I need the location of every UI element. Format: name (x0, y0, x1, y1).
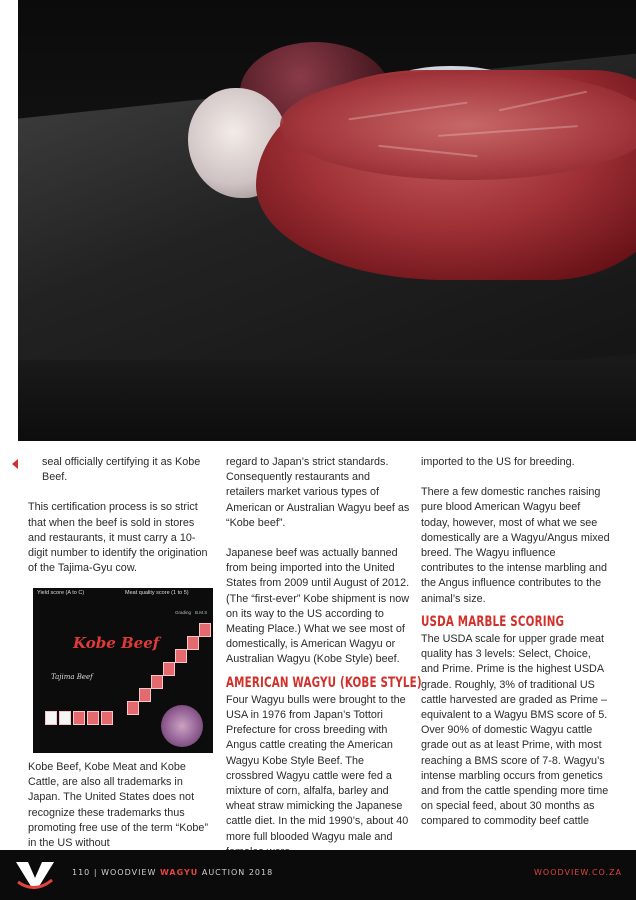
section-heading: USDA MARBLE SCORING (421, 613, 565, 630)
grade-square (127, 701, 139, 715)
footer-brand-accent: WAGYU (159, 868, 199, 877)
grade-square (101, 711, 113, 725)
footer-event: AUCTION (201, 868, 246, 877)
paragraph: regard to Japan’s strict standards. Consequently restaurants and retailers market various types of American or Australian Wagyu beef as “Kobe beef”. (226, 456, 410, 529)
kobe-beef-label: Kobe Beef (73, 634, 160, 652)
woodview-logo-icon (14, 860, 56, 892)
steak-surface (280, 70, 636, 180)
grade-square (199, 623, 211, 637)
paragraph: Japanese beef was actually banned from being imported into the United States from 2009 until August of 2012. (The “first-ever” Kobe shipment is now on its way to the US according to Meating Place.) What we see most of domestically, is American Wagyu or Australian Wagyu (Kobe Style) beef. (226, 547, 410, 666)
footer-year: 2018 (248, 868, 274, 877)
kobe-seal-stamp (161, 705, 203, 747)
paragraph: The USDA scale for upper grade meat quality has 3 levels: Select, Choice, and Prime. Prime is the highest USDA grade. Roughly, 3% of traditional US cattle harvested are graded as Prime – equivalent to a Wagyu BMS score of 5. Over 90% of domestic Wagyu cattle grade out as at least Prime, with most reaching a BMS score of 7-8. Wagyu’s intense marbling occurs from genetics and from the cattle spending more time on special feed, about 30 months as compared to commodity beef cattle (421, 633, 609, 828)
footer-publication (72, 868, 273, 877)
column-2 (226, 455, 422, 875)
continuation-arrow-icon (12, 459, 18, 469)
column-3 (421, 455, 611, 845)
column-1 (28, 455, 214, 591)
grading-label: Grading (175, 610, 192, 615)
quality-score-label: Meat quality score (1 to 5) (125, 590, 189, 596)
paragraph: This certification process is so strict that when the beef is sold in stores and restaurants, it must carry a 10-digit number to identify the origination of the Tajima-Gyu cow. (28, 501, 208, 575)
grade-square (139, 688, 151, 702)
footer-brand: WOODVIEW (101, 868, 157, 877)
footer-separator: | (93, 868, 98, 877)
hero-photo (18, 0, 636, 441)
footer-website: WOODVIEW.CO.ZA (534, 868, 622, 877)
grade-square (175, 649, 187, 663)
grade-square (45, 711, 57, 725)
grade-square (151, 675, 163, 689)
kobe-grading-infographic (33, 588, 213, 753)
grade-square (163, 662, 175, 676)
grade-square (73, 711, 85, 725)
yield-score-label: Yield score (A to C) (37, 590, 85, 596)
paragraph: Four Wagyu bulls were brought to the USA in 1976 from Japan’s Tottori Prefecture for cross breeding with Angus cattle creating the American Wagyu Kobe Style Beef. The crossbred Wagyu cattle were fed a mixture of corn, alfalfa, barley and wheat straw mimicking the Japanese cattle diet. In the mid 1990’s, about 40 more full blooded Wagyu male and (226, 693, 409, 843)
paragraph: Kobe Beef, Kobe Meat and Kobe Cattle, are also all trademarks in Japan. The United States does not recognize these trademarks thus promoting free use of the term “Kobe” in the US without (28, 761, 209, 850)
grade-square (59, 711, 71, 725)
grade-square (187, 636, 199, 650)
bms-label: B.M.S (195, 610, 208, 615)
paragraph: seal officially certifying it as Kobe Beef. (42, 456, 201, 484)
section-heading: AMERICAN WAGYU (KOBE STYLE) (226, 674, 422, 691)
slate-edge (18, 360, 636, 441)
tajima-beef-label: Tajima Beef (51, 673, 93, 681)
grade-square (87, 711, 99, 725)
paragraph: imported to the US for breeding. (421, 456, 575, 468)
paragraph: There a few domestic ranches raising pure blood American Wagyu beef today, however, most of what we see domestically are a Wagyu/Angus mixed breed. The Wagyu influence contributes to the intense marbling and the Angus influence contributes to the animal’s size. (421, 486, 610, 605)
page-number: 110 (72, 868, 91, 877)
